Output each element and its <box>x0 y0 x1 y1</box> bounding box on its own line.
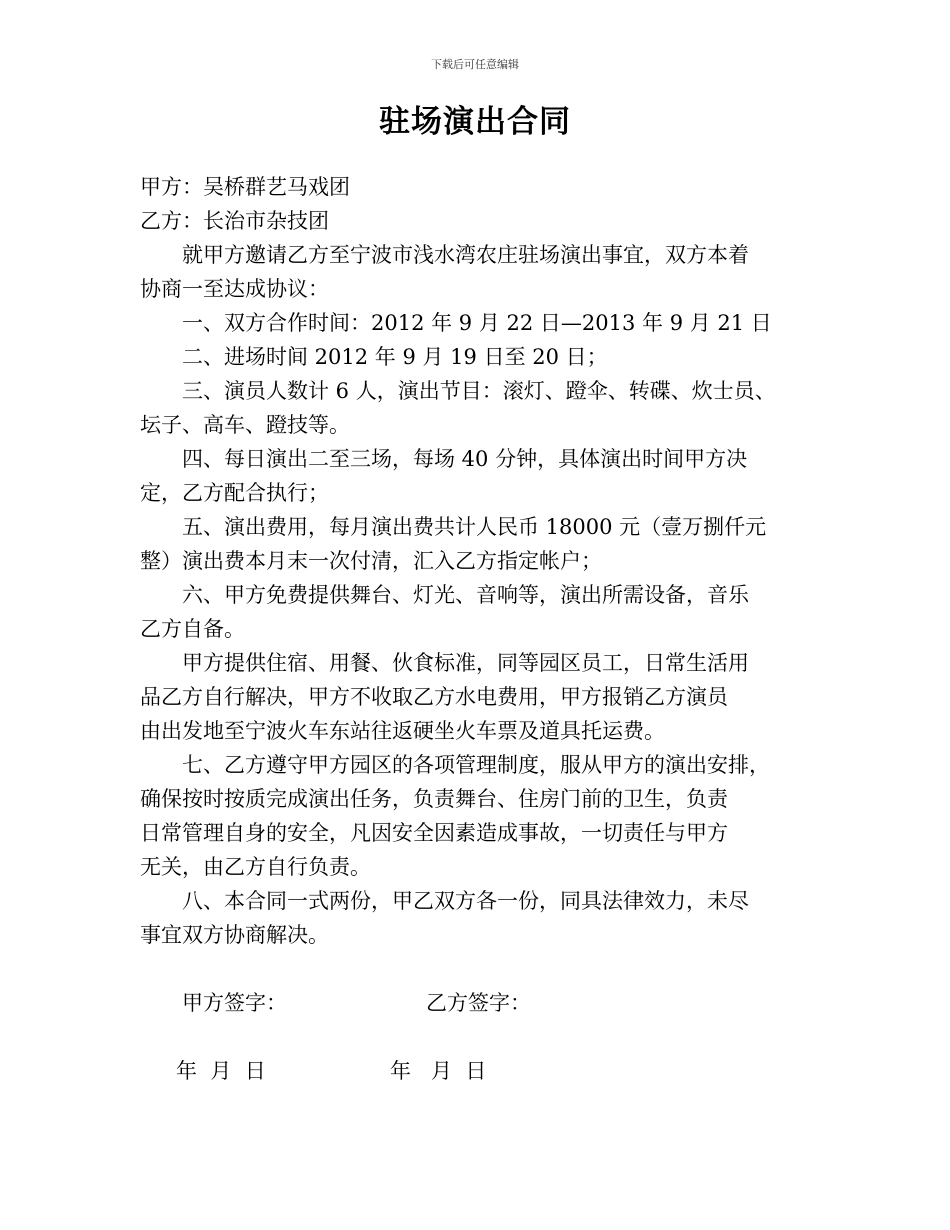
clause-7-line-4: 无关，由乙方自行负责。 <box>140 855 371 879</box>
party-b-date: 年 月 日 <box>390 1059 487 1083</box>
clause-7-line-3: 日常管理自身的安全，凡因安全因素造成事故，一切责任与甲方 <box>140 821 728 845</box>
accommodation-line-3: 由出发地至宁波火车东站往返硬坐火车票及道具托运费。 <box>140 719 665 743</box>
date-row <box>140 1054 830 1088</box>
accommodation-line-2: 品乙方自行解决，甲方不收取乙方水电费用，甲方报销乙方演员 <box>140 685 728 709</box>
clause-4-line-1: 四、每日演出二至三场，每场 40 分钟，具体演出时间甲方决 <box>182 447 748 471</box>
header-note: 下载后可任意编辑 <box>431 58 519 71</box>
intro-line-2: 协商一至达成协议： <box>140 277 329 301</box>
clause-7-line-1: 七、乙方遵守甲方园区的各项管理制度，服从甲方的演出安排， <box>182 753 770 777</box>
clause-3-line-1: 三、演员人数计 6 人，演出节目：滚灯、蹬伞、转碟、炊士员、 <box>182 379 776 403</box>
clause-5-line-1: 五、演出费用，每月演出费共计人民币 18000 元（壹万捌仟元 <box>182 515 767 539</box>
clause-8-line-2: 事宜双方协商解决。 <box>140 923 329 947</box>
contract-title: 驻场演出合同 <box>379 104 571 140</box>
clause-2-line: 二、进场时间 2012 年 9 月 19 日至 20 日； <box>182 345 608 369</box>
party-a-date: 年 月 日 <box>176 1059 266 1083</box>
spacer <box>140 952 830 986</box>
party-a-signature-label: 甲方签字： <box>182 991 287 1015</box>
clause-8-line-1: 八、本合同一式两份，甲乙双方各一份，同具法律效力，未尽 <box>182 889 749 913</box>
accommodation-line-1: 甲方提供住宿、用餐、伙食标准，同等园区员工，日常生活用 <box>182 651 749 675</box>
clause-6-line-1: 六、甲方免费提供舞台、灯光、音响等，演出所需设备，音乐 <box>182 583 749 607</box>
signature-row <box>140 986 830 1020</box>
clause-7-line-2: 确保按时按质完成演出任务，负责舞台、住房门前的卫生，负责 <box>140 787 728 811</box>
party-a-line: 甲方：吴桥群艺马戏团 <box>140 175 350 199</box>
clause-6-line-2: 乙方自备。 <box>140 617 245 641</box>
contract-body <box>140 170 830 1088</box>
intro-line-1: 就甲方邀请乙方至宁波市浅水湾农庄驻场演出事宜，双方本着 <box>182 243 749 267</box>
party-b-line: 乙方：长治市杂技团 <box>140 209 329 233</box>
clause-1-line: 一、双方合作时间：2012 年 9 月 22 日—2013 年 9 月 21 日 <box>182 311 772 335</box>
clause-5-line-2: 整）演出费本月末一次付清，汇入乙方指定帐户； <box>140 549 602 573</box>
clause-4-line-2: 定，乙方配合执行； <box>140 481 329 505</box>
clause-3-line-2: 坛子、高车、蹬技等。 <box>140 413 350 437</box>
party-b-signature-label: 乙方签字： <box>426 991 531 1015</box>
spacer <box>140 1020 830 1054</box>
